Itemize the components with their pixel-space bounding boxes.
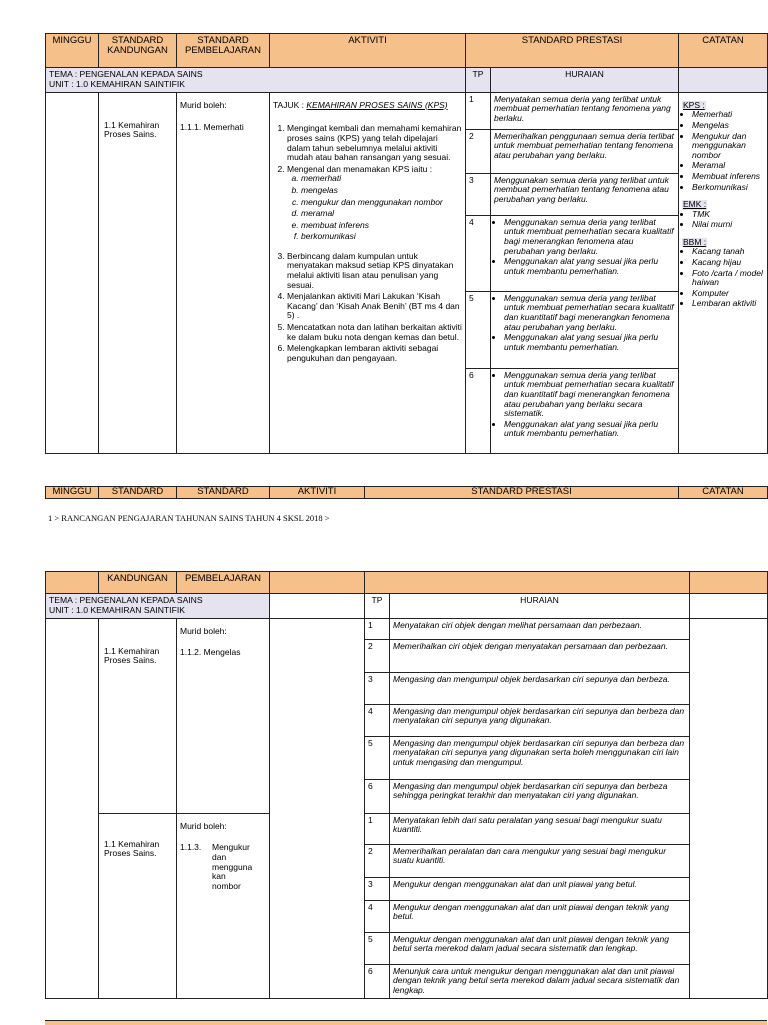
murid-boleh: Murid boleh: — [180, 820, 227, 831]
header-standard-pembelajaran: STANDARD — [177, 487, 270, 499]
header-aktiviti: AKTIVITI — [270, 487, 365, 499]
murid-boleh: Murid boleh: — [180, 625, 227, 636]
sp-code: 1.1.2. Mengelas — [180, 647, 241, 658]
activity-item: 6. Melengkapkan lembaran aktiviti sebagai pengukuhan dan pengayaan. — [287, 344, 462, 363]
tp-number: 1 — [466, 92, 491, 129]
tp-number: 6 — [365, 964, 390, 998]
table-header-continued — [46, 572, 768, 594]
tp-description: Mengasing dan mengumpul objek berdasarkan ciri sepunya dan berbeza sehingga peringkat terakhir dan menyatakan ciri yang digunakan. — [390, 779, 690, 813]
tp-number: 4 — [365, 704, 390, 736]
kps-label: KPS : — [683, 99, 705, 110]
table-header — [46, 34, 768, 68]
header-standard-kandungan: STANDARD — [99, 487, 177, 499]
header-standard-prestasi: STANDARD PRESTASI — [466, 34, 679, 68]
aktiviti-cell — [270, 618, 365, 998]
tp-number: 1 — [365, 813, 390, 844]
murid-boleh: Murid boleh: — [180, 99, 227, 110]
tp-description: Mengasing dan mengumpul objek berdasarkan ciri sepunya dan berbeza dan menyatakan ciri sepunya yang digunakan. — [390, 704, 690, 736]
tema-unit — [46, 594, 270, 619]
tp-description: Menyatakan lebih dari satu peralatan yang sesuai bagi mengukur suatu kuantiti. — [390, 813, 690, 844]
tp-description: Menunjuk cara untuk mengukur dengan menggunakan alat dan unit piawai dengan teknik yang betul serta merekod dalam jadual secara sistematik dan lengkap. — [390, 964, 690, 998]
tp-description: • Menggunakan semua deria yang terlibat untuk membuat pemerhatian secara kualitatif dan kuantitatif bagi menerangkan fenomena atau perubahan yang berlaku. • Menggunakan alat yang sesuai jika perlu untuk membantu pemerhatian. — [491, 291, 679, 368]
tema-row — [46, 68, 768, 93]
tajuk: TAJUK : KEMAHIRAN PROSES SAINS (KPS) — [273, 99, 448, 110]
standard-pembelajaran-cell — [177, 618, 270, 813]
tp-description: • Menggunakan semua deria yang terlibat untuk membuat pemerhatian secara kualitatif bagi menerangkan fenomena atau perubahan yang berlaku. • Menggunakan alat yang sesuai jika perlu untuk membantu pemerhatian. — [491, 215, 679, 291]
tp-number: 3 — [365, 877, 390, 900]
standard-kandungan-cell: 1.1 Kemahiran Proses Sains. — [99, 618, 177, 813]
activity-list — [273, 124, 462, 363]
tp-number: 3 — [365, 672, 390, 704]
aktiviti-cell — [270, 92, 466, 453]
tp-description: Mengasing dan mengumpul objek berdasarkan ciri sepunya dan berbeza dan menyatakan ciri sepunya yang digunakan serta boleh menggunakan ciri lain untuk mengasing dan mengumpul. — [390, 736, 690, 779]
tp-description: Mengukur dengan menggunakan alat dan unit piawai dengan teknik yang betul. — [390, 900, 690, 932]
tema-line: TEMA : PENGENALAN KEPADA SAINS — [49, 595, 203, 605]
tp-number: 6 — [365, 779, 390, 813]
huraian-header: HURAIAN — [491, 68, 679, 93]
tp-description: Memerihalkan penggunaan semua deria terlibat untuk membuat pemerhatian tentang fenomena atau perubahan yang berlaku. — [491, 129, 679, 173]
minggu-cell — [46, 618, 99, 998]
activity-item: 4. Menjalankan aktiviti Mari Lakukan ‘Kisah Kacang’ dan ‘Kisah Anak Benih’ (BT ms 4 dan 5) . — [287, 292, 462, 321]
header-aktiviti: AKTIVITI — [270, 34, 466, 68]
catatan-cell — [690, 618, 768, 998]
tp-description: Mengasing dan mengumpul objek berdasarkan ciri sepunya dan berbeza. — [390, 672, 690, 704]
header-catatan: CATATAN — [679, 34, 768, 68]
minggu-cell — [46, 92, 99, 453]
header-catatan: CATATAN — [679, 487, 768, 499]
sp-code: 1.1.1. Memerhati — [180, 122, 244, 133]
standard-pembelajaran-cell — [177, 92, 270, 453]
tp-number: 2 — [365, 844, 390, 877]
tp-description: Memerihalkan peralatan dan cara mengukur yang sesuai bagi mengukur suatu kuantiti. — [390, 844, 690, 877]
header-kandungan: KANDUNGAN — [99, 572, 177, 594]
tp-description: Menggunakan semua deria yang terlibat untuk membuat pemerhatian tentang fenomena atau perubahan yang berlaku. — [491, 173, 679, 215]
unit-line: UNIT : 1.0 KEMAHIRAN SAINTIFIK — [49, 604, 185, 615]
kps-list: • Memerhati • Mengelas • Mengukur dan menggunakan nombor • Meramal • Membuat inferens • Berkomunikasi — [682, 110, 764, 192]
header-minggu: MINGGU — [46, 34, 99, 68]
tp-description: Mengukur dengan menggunakan alat dan unit piawai dengan teknik yang betul serta merekod dalam jadual secara sistematik dan lengkap. — [390, 932, 690, 964]
emk-list: • TMK • Nilai murni — [682, 210, 764, 230]
tp-number: 5 — [365, 736, 390, 779]
page-footer: 1 > RANCANGAN PENGAJARAN TAHUNAN SAINS TAHUN 4 SKSL 2018 > — [48, 513, 330, 523]
header-standard-prestasi: STANDARD PRESTASI — [365, 487, 679, 499]
standard-pembelajaran-cell — [177, 813, 270, 998]
tp-number: 6 — [466, 368, 491, 453]
tp-number: 4 — [466, 215, 491, 291]
tp-description: Mengukur dengan menggunakan alat dan unit piawai yang betul. — [390, 877, 690, 900]
emk-label: EMK : — [683, 199, 707, 210]
huraian-header: HURAIAN — [390, 594, 690, 619]
tp-description: Menyatakan ciri objek dengan melihat persamaan dan perbezaan. — [390, 618, 690, 639]
tp-number: 2 — [365, 639, 390, 672]
tp-description: Memerihalkan ciri objek dengan menyatakan persamaan dan perbezaan. — [390, 639, 690, 672]
table-header — [46, 487, 768, 499]
lesson-plan-table-1 — [45, 33, 768, 454]
next-table-header-edge — [45, 1020, 767, 1025]
unit-line: UNIT : 1.0 KEMAHIRAN SAINTIFIK — [49, 78, 185, 89]
standard-kandungan-cell: 1.1 Kemahiran Proses Sains. — [99, 92, 177, 453]
tp-description: • Menggunakan semua deria yang terlibat untuk membuat pemerhatian secara kualitatif dan kuantitatif bagi menerangkan fenomena atau perubahan yang berlaku secara sistematik. • Menggunakan alat yang sesuai jika perlu untuk membantu pemerhatian. — [491, 368, 679, 453]
lesson-plan-table-2 — [45, 571, 768, 999]
kps-sub-list: a. memerhati b. mengelas c. mengukur dan menggunakan nombor d. meramal e. membuat inferens f. berkomunikasi — [287, 174, 462, 242]
tp-header: TP — [466, 68, 491, 93]
activity-item: 3. Berbincang dalam kumpulan untuk menyatakan maksud setiap KPS dinyatakan melalui aktiviti lisan atau penulisan yang sesuai. — [287, 252, 462, 290]
tp-number: 1 — [365, 618, 390, 639]
activity-item: 2. Mengenal dan menamakan KPS iaitu : a. memerhati b. mengelas c. mengukur dan menggunakan nombor d. meramal e. membuat inferens f. berkomunikasi — [287, 165, 462, 242]
header-pembelajaran: PEMBELAJARAN — [177, 572, 270, 594]
header-standard-pembelajaran: STANDARD PEMBELAJARAN — [177, 34, 270, 68]
standard-kandungan-cell: 1.1 Kemahiran Proses Sains. — [99, 813, 177, 998]
tp-number: 3 — [466, 173, 491, 215]
tp-number: 5 — [466, 291, 491, 368]
activity-item: 5. Mencatatkan nota dan latihan berkaitan aktiviti ke dalam buku nota dengan kemas dan betul. — [287, 323, 462, 342]
tema-row — [46, 594, 768, 619]
tp-number: 2 — [466, 129, 491, 173]
header-standard-kandungan: STANDARD KANDUNGAN — [99, 34, 177, 68]
sp-code: 1.1.3. Mengukur dan mengguna kan nombor — [180, 842, 253, 891]
tp-description: Menyatakan semua deria yang terlibat untuk membuat pemerhatian tentang fenomena yang berlaku. — [491, 92, 679, 129]
header-minggu: MINGGU — [46, 487, 99, 499]
bbm-label: BBM : — [683, 236, 707, 247]
tp-number: 4 — [365, 900, 390, 932]
activity-item: 1. Mengingat kembali dan memahami kemahiran proses sains (KPS) yang telah dipelajari dalam tahun sebelumnya melalui aktiviti mudah atau bahan ransangan yang sesuai. — [287, 124, 462, 162]
tp-number: 5 — [365, 932, 390, 964]
lesson-plan-header-strip — [45, 486, 768, 499]
tema-line: TEMA : PENGENALAN KEPADA SAINS — [49, 69, 203, 79]
bbm-list: • Kacang tanah • Kacang hijau • Foto /carta / model haiwan • Komputer • Lembaran aktiviti — [682, 247, 764, 309]
tema-unit — [46, 68, 466, 93]
tp-header: TP — [365, 594, 390, 619]
catatan-cell — [679, 92, 768, 453]
